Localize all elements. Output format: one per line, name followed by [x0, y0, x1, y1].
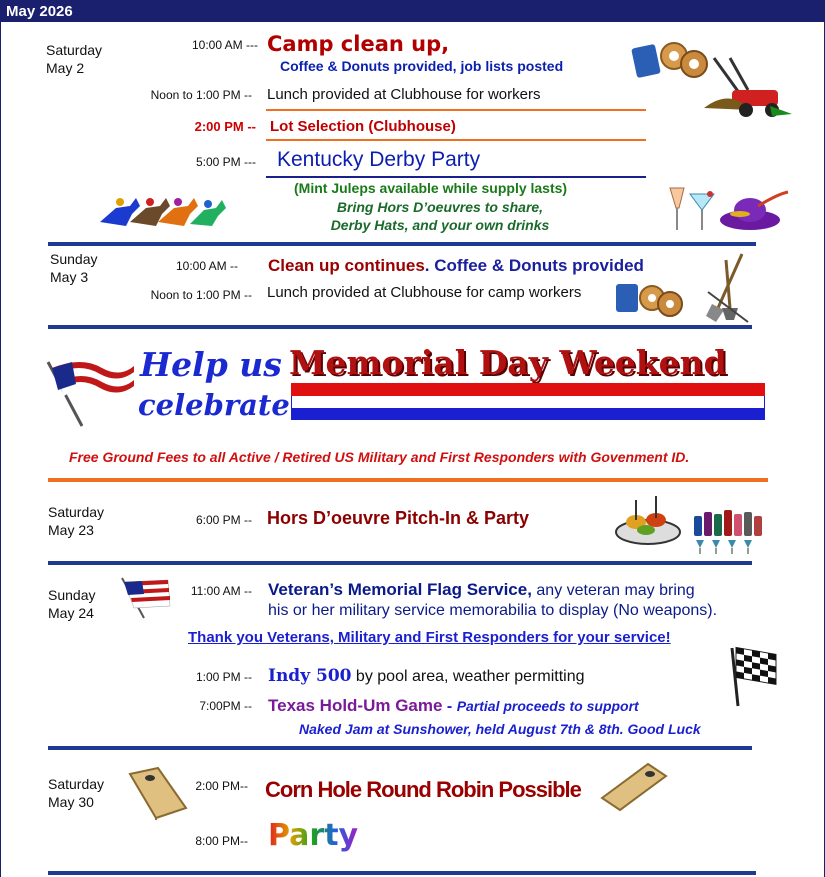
event-title: Indy 500 — [268, 666, 352, 686]
us-flag-icon — [118, 576, 174, 620]
event-title-part: . Coffee & Donuts provided — [424, 256, 644, 275]
cornhole-board-icon — [598, 762, 670, 812]
cocktail-glasses-icon — [664, 184, 720, 236]
cornhole-board-icon — [126, 766, 190, 820]
time-label: 2:00 PM-- — [195, 779, 248, 793]
event-title: Lot Selection (Clubhouse) — [270, 118, 456, 135]
month-title: May 2026 — [6, 3, 73, 20]
appetizer-platter-icon — [612, 490, 688, 548]
event-text: any veteran may bring — [531, 582, 695, 599]
section-divider — [48, 746, 752, 750]
event-text: by pool area, weather permitting — [351, 668, 585, 685]
event-line: Bring Hors D’oeuvres to share, — [336, 199, 544, 215]
event-title: Texas Hold-Um Game — [268, 696, 443, 715]
date: May 24 — [48, 605, 94, 621]
time-label: 1:00 PM -- — [195, 670, 252, 684]
date: May 23 — [48, 522, 94, 538]
time-label: 5:00 PM --- — [195, 155, 256, 169]
garden-tools-icon — [704, 252, 754, 326]
time-label: 8:00 PM-- — [195, 834, 248, 848]
event-line — [268, 696, 639, 716]
event-title: Camp clean up, — [267, 32, 450, 56]
event-title: Kentucky Derby Party — [277, 148, 481, 171]
time-label: 6:00 PM -- — [195, 513, 252, 527]
section-divider — [48, 561, 752, 565]
derby-hat-icon — [718, 190, 790, 234]
weekday: Saturday — [48, 776, 105, 792]
event-title: Corn Hole Round Robin Possible — [265, 777, 581, 802]
event-line — [268, 580, 695, 600]
time-label: 2:00 PM -- — [194, 119, 256, 134]
section-divider — [48, 325, 752, 329]
date: May 2 — [46, 60, 85, 76]
coffee-donuts-icon — [628, 38, 710, 88]
orange-divider — [266, 109, 646, 111]
orange-divider — [48, 478, 768, 482]
banner-blue-stripe — [291, 408, 765, 420]
blue-underline — [266, 176, 646, 178]
event-note: (Mint Juleps available while supply lasts) — [294, 180, 568, 196]
event-line — [268, 666, 585, 686]
weekday: Saturday — [46, 42, 103, 58]
event-title-part: Clean up continues — [268, 256, 425, 275]
orange-divider — [266, 139, 646, 141]
time-label: 10:00 AM --- — [191, 38, 258, 52]
event-text: Lunch provided at Clubhouse for camp workers — [267, 284, 582, 301]
banner-white-stripe — [291, 396, 765, 408]
day-label — [48, 775, 104, 811]
memorial-title: Memorial Day Weekend — [289, 343, 727, 382]
event-text: Partial proceeds to support — [456, 698, 639, 714]
event-title — [268, 256, 644, 276]
time-label: 10:00 AM -- — [175, 259, 238, 273]
date: May 3 — [50, 269, 89, 285]
weekday: Saturday — [48, 504, 105, 520]
banner-red-stripe — [291, 383, 765, 396]
event-line: Derby Hats, and your own drinks — [330, 217, 550, 233]
event-text: Lunch provided at Clubhouse for workers — [267, 86, 541, 103]
time-label: 11:00 AM -- — [190, 584, 252, 598]
wine-bottles-icon — [692, 502, 766, 556]
us-flag-icon — [42, 354, 138, 428]
event-line: his or her military service memorabilia to display (No weapons). — [268, 602, 718, 619]
event-title: Hors D’oeuvre Pitch-In & Party — [267, 508, 530, 528]
thank-you-text: Thank you Veterans, Military and First Responders for your service! — [188, 629, 671, 646]
party-text: Party — [268, 818, 359, 853]
weekday: Sunday — [50, 251, 98, 267]
checkered-flag-icon — [728, 644, 780, 708]
time-label: 7:00PM -- — [199, 699, 252, 713]
racehorses-icon — [96, 192, 228, 232]
event-title: Veteran’s Memorial Flag Service, — [268, 580, 532, 599]
time-label: Noon to 1:00 PM -- — [150, 88, 252, 102]
time-label: Noon to 1:00 PM -- — [150, 288, 252, 302]
dash: - — [442, 698, 457, 715]
section-divider — [48, 242, 756, 246]
section-divider — [48, 871, 756, 875]
day-label — [48, 503, 104, 539]
day-label — [48, 586, 95, 622]
event-line: Naked Jam at Sunshower, held August 7th & 8th. Good Luck — [299, 721, 701, 737]
coffee-donuts-icon — [612, 278, 684, 322]
lawnmower-icon — [700, 54, 796, 120]
date: May 30 — [48, 794, 94, 810]
celebrate-text: celebrate — [138, 388, 290, 422]
day-label — [46, 41, 102, 77]
frame-left — [0, 22, 1, 877]
weekday: Sunday — [48, 587, 96, 603]
event-subtitle: Coffee & Donuts provided, job lists posted — [280, 58, 564, 74]
month-header-bar — [0, 0, 825, 22]
help-us-text: Help us — [140, 345, 282, 384]
free-fees-notice: Free Ground Fees to all Active / Retired US Military and First Responders with Govenment ID. — [69, 449, 690, 465]
